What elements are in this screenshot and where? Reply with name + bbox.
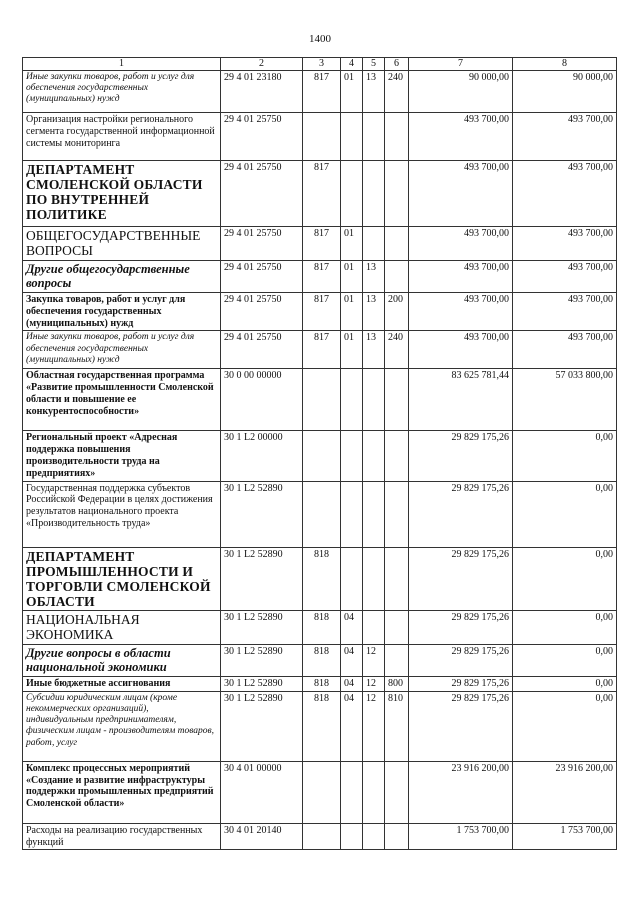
cell-v7: 493 700,00	[409, 293, 513, 331]
cell-c3: 818	[303, 691, 341, 761]
cell-code: 30 4 01 20140	[221, 823, 303, 850]
cell-c6	[385, 369, 409, 431]
cell-v8: 23 916 200,00	[513, 761, 617, 823]
table-row	[23, 331, 617, 369]
cell-v7: 29 829 175,26	[409, 691, 513, 761]
cell-c3: 818	[303, 645, 341, 677]
cell-c3: 817	[303, 161, 341, 227]
cell-code: 30 1 L2 52890	[221, 547, 303, 610]
table-row	[23, 823, 617, 850]
cell-c5	[363, 823, 385, 850]
cell-c4: 01	[341, 71, 363, 113]
cell-c3	[303, 431, 341, 481]
cell-c6	[385, 761, 409, 823]
budget-table	[22, 57, 617, 850]
cell-code: 30 1 L2 52890	[221, 645, 303, 677]
table-row	[23, 677, 617, 692]
cell-c6: 240	[385, 331, 409, 369]
table-row	[23, 645, 617, 677]
cell-c3: 817	[303, 331, 341, 369]
cell-name: Расходы на реализацию государственных функций	[23, 823, 221, 850]
cell-v8: 90 000,00	[513, 71, 617, 113]
cell-name: Иные закупки товаров, работ и услуг для обеспечения государственных (муниципальных) нужд	[23, 331, 221, 369]
page-number: 1400	[309, 33, 331, 45]
cell-name: Субсидии юридическим лицам (кроме некоммерческих организаций), индивидуальным предпринимателям, физическим лицам - производителям товаров, работ, услуг	[23, 691, 221, 761]
cell-name: Областная государственная программа «Развитие промышленности Смоленской области и повышение ее конкурентоспособности»	[23, 369, 221, 431]
cell-name: ОБЩЕГОСУДАРСТВЕННЫЕ ВОПРОСЫ	[23, 227, 221, 261]
cell-c4: 04	[341, 645, 363, 677]
cell-c6	[385, 547, 409, 610]
cell-v7: 29 829 175,26	[409, 645, 513, 677]
cell-c5: 13	[363, 331, 385, 369]
cell-name: Региональный проект «Адресная поддержка повышения производительности труда на предприятиях»	[23, 431, 221, 481]
cell-c5: 12	[363, 691, 385, 761]
cell-c6: 240	[385, 71, 409, 113]
cell-c5: 13	[363, 261, 385, 293]
cell-c6: 810	[385, 691, 409, 761]
cell-name: Другие вопросы в области национальной экономики	[23, 645, 221, 677]
cell-v8: 0,00	[513, 645, 617, 677]
cell-code: 30 1 L2 52890	[221, 677, 303, 692]
cell-c5	[363, 611, 385, 645]
cell-c4	[341, 547, 363, 610]
cell-v7: 29 829 175,26	[409, 481, 513, 547]
cell-c6: 800	[385, 677, 409, 692]
table-row	[23, 261, 617, 293]
cell-v7: 493 700,00	[409, 227, 513, 261]
cell-v7: 1 753 700,00	[409, 823, 513, 850]
cell-c4	[341, 481, 363, 547]
table-row	[23, 293, 617, 331]
table-row	[23, 611, 617, 645]
cell-c4: 04	[341, 691, 363, 761]
cell-name: Государственная поддержка субъектов Российской Федерации в целях достижения результатов национального проекта «Производительность труда»	[23, 481, 221, 547]
cell-c6	[385, 645, 409, 677]
cell-c4: 04	[341, 677, 363, 692]
cell-c5	[363, 761, 385, 823]
cell-v8: 493 700,00	[513, 293, 617, 331]
cell-c5	[363, 113, 385, 161]
cell-v8: 0,00	[513, 611, 617, 645]
table-row	[23, 161, 617, 227]
cell-name: Организация настройки регионального сегмента государственной информационной системы мониторинга	[23, 113, 221, 161]
cell-v7: 23 916 200,00	[409, 761, 513, 823]
cell-c5: 13	[363, 293, 385, 331]
cell-name: ДЕПАРТАМЕНТ СМОЛЕНСКОЙ ОБЛАСТИ ПО ВНУТРЕННЕЙ ПОЛИТИКЕ	[23, 161, 221, 227]
cell-v7: 83 625 781,44	[409, 369, 513, 431]
cell-v8: 493 700,00	[513, 113, 617, 161]
cell-c4: 01	[341, 331, 363, 369]
cell-name: Иные закупки товаров, работ и услуг для обеспечения государственных (муниципальных) нужд	[23, 71, 221, 113]
cell-c6	[385, 823, 409, 850]
cell-c3: 818	[303, 547, 341, 610]
table-row	[23, 431, 617, 481]
cell-c4	[341, 161, 363, 227]
cell-code: 30 1 L2 00000	[221, 431, 303, 481]
table-row	[23, 547, 617, 610]
cell-c3: 817	[303, 293, 341, 331]
cell-code: 29 4 01 25750	[221, 227, 303, 261]
cell-c5	[363, 369, 385, 431]
cell-c4	[341, 761, 363, 823]
col-header: 3	[303, 58, 341, 71]
cell-c5	[363, 481, 385, 547]
cell-c4	[341, 113, 363, 161]
cell-code: 30 4 01 00000	[221, 761, 303, 823]
cell-c4	[341, 369, 363, 431]
cell-c6	[385, 227, 409, 261]
cell-c3: 818	[303, 611, 341, 645]
cell-v8: 0,00	[513, 677, 617, 692]
cell-v8: 493 700,00	[513, 261, 617, 293]
col-header: 5	[363, 58, 385, 71]
cell-v7: 493 700,00	[409, 161, 513, 227]
table-row	[23, 113, 617, 161]
cell-c6	[385, 611, 409, 645]
cell-c5	[363, 547, 385, 610]
cell-c3: 817	[303, 227, 341, 261]
table-row	[23, 227, 617, 261]
cell-c5	[363, 431, 385, 481]
cell-v7: 29 829 175,26	[409, 431, 513, 481]
cell-c4: 01	[341, 227, 363, 261]
cell-code: 29 4 01 25750	[221, 293, 303, 331]
table-row	[23, 71, 617, 113]
table-row	[23, 691, 617, 761]
cell-c5: 13	[363, 71, 385, 113]
cell-c3: 817	[303, 261, 341, 293]
col-header: 8	[513, 58, 617, 71]
cell-code: 30 1 L2 52890	[221, 691, 303, 761]
cell-c4: 01	[341, 293, 363, 331]
cell-v8: 57 033 800,00	[513, 369, 617, 431]
cell-c3	[303, 823, 341, 850]
cell-c4	[341, 823, 363, 850]
cell-v8: 493 700,00	[513, 227, 617, 261]
table-row	[23, 761, 617, 823]
col-header: 6	[385, 58, 409, 71]
cell-c5: 12	[363, 645, 385, 677]
cell-c3: 818	[303, 677, 341, 692]
cell-c3	[303, 481, 341, 547]
cell-code: 29 4 01 25750	[221, 261, 303, 293]
cell-v8: 0,00	[513, 547, 617, 610]
cell-c5	[363, 227, 385, 261]
cell-v7: 493 700,00	[409, 261, 513, 293]
cell-v8: 0,00	[513, 431, 617, 481]
cell-c6	[385, 431, 409, 481]
cell-name: НАЦИОНАЛЬНАЯ ЭКОНОМИКА	[23, 611, 221, 645]
cell-c6	[385, 261, 409, 293]
cell-c6	[385, 113, 409, 161]
cell-name: Закупка товаров, работ и услуг для обеспечения государственных (муниципальных) нужд	[23, 293, 221, 331]
cell-v8: 493 700,00	[513, 331, 617, 369]
cell-c6: 200	[385, 293, 409, 331]
cell-code: 30 1 L2 52890	[221, 611, 303, 645]
cell-v8: 1 753 700,00	[513, 823, 617, 850]
cell-v7: 493 700,00	[409, 331, 513, 369]
table-row	[23, 481, 617, 547]
cell-c3: 817	[303, 71, 341, 113]
col-header: 7	[409, 58, 513, 71]
table-row	[23, 369, 617, 431]
cell-name: Иные бюджетные ассигнования	[23, 677, 221, 692]
cell-v8: 0,00	[513, 481, 617, 547]
cell-v8: 493 700,00	[513, 161, 617, 227]
col-header: 2	[221, 58, 303, 71]
header-row	[23, 58, 617, 71]
cell-c6	[385, 161, 409, 227]
cell-name: Другие общегосударственные вопросы	[23, 261, 221, 293]
cell-c4: 01	[341, 261, 363, 293]
cell-v7: 29 829 175,26	[409, 677, 513, 692]
cell-v7: 29 829 175,26	[409, 547, 513, 610]
cell-code: 29 4 01 25750	[221, 161, 303, 227]
cell-c4: 04	[341, 611, 363, 645]
cell-name: Комплекс процессных мероприятий «Создание и развитие инфраструктуры поддержки промышленных предприятий Смоленской области»	[23, 761, 221, 823]
cell-v7: 493 700,00	[409, 113, 513, 161]
cell-v8: 0,00	[513, 691, 617, 761]
cell-name: ДЕПАРТАМЕНТ ПРОМЫШЛЕННОСТИ И ТОРГОВЛИ СМОЛЕНСКОЙ ОБЛАСТИ	[23, 547, 221, 610]
cell-c5: 12	[363, 677, 385, 692]
cell-code: 29 4 01 25750	[221, 113, 303, 161]
cell-c5	[363, 161, 385, 227]
cell-code: 29 4 01 23180	[221, 71, 303, 113]
col-header: 1	[23, 58, 221, 71]
cell-c4	[341, 431, 363, 481]
cell-code: 30 0 00 00000	[221, 369, 303, 431]
cell-code: 29 4 01 25750	[221, 331, 303, 369]
cell-c3	[303, 761, 341, 823]
cell-c6	[385, 481, 409, 547]
cell-c3	[303, 113, 341, 161]
col-header: 4	[341, 58, 363, 71]
cell-c3	[303, 369, 341, 431]
cell-v7: 90 000,00	[409, 71, 513, 113]
cell-v7: 29 829 175,26	[409, 611, 513, 645]
cell-code: 30 1 L2 52890	[221, 481, 303, 547]
